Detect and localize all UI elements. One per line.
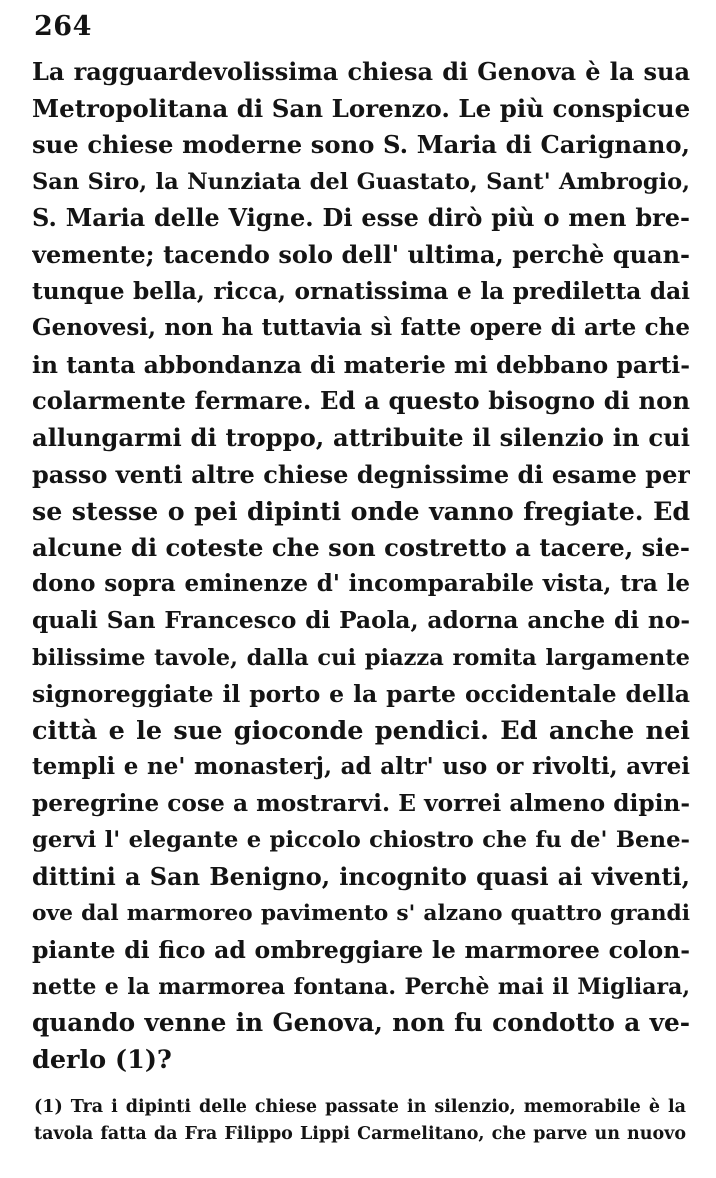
text-line: San Siro, la Nunziata del Guastato, Sant' Ambrogio,	[32, 168, 690, 195]
text-line: S. Maria delle Vigne. Di esse dirò più o men bre-	[32, 203, 690, 233]
text-line: vemente; tacendo solo dell' ultima, perchè quan-	[32, 239, 690, 269]
text-line: gervi l' elegante e piccolo chiostro che fu de' Bene-	[32, 827, 690, 854]
footnote-line: (1) Tra i dipinti delle chiese passate in silenzio, memorabile è la	[34, 1097, 686, 1117]
text-line: in tanta abbondanza di materie mi debbano parti-	[32, 350, 690, 379]
text-line: alcune di coteste che son costretto a tacere, sie-	[32, 532, 690, 562]
text-line: nette e la marmorea fontana. Perchè mai il Migliara,	[32, 973, 690, 1000]
text-line: dono sopra eminenze d' incomparabile vista, tra le	[32, 570, 690, 598]
text-line: ove dal marmoreo pavimento s' alzano quattro grandi	[32, 900, 690, 926]
text-line: città e le sue gioconde pendici. Ed anche nei	[32, 715, 690, 746]
text-line: signoreggiate il porto e la parte occidentale della	[32, 680, 690, 709]
footnote-line: tavola fatta da Fra Filippo Lippi Carmelitano, che parve un nuovo	[34, 1124, 686, 1144]
footnote	[34, 1094, 686, 1148]
text-line: tunque bella, ricca, ornatissima e la prediletta dai	[32, 277, 690, 305]
text-line: piante di fico ad ombreggiare le marmoree colon-	[32, 936, 690, 965]
text-line: Genovesi, non ha tuttavia sì fatte opere di arte che	[32, 314, 690, 342]
text-line-last: derlo (1)?	[32, 1045, 172, 1076]
text-line: dittini a San Benigno, incognito quasi ai viventi,	[32, 862, 690, 892]
text-line: allungarmi di troppo, attribuite il silenzio in cui	[32, 422, 690, 452]
text-line: Metropolitana di San Lorenzo. Le più conspicue	[32, 93, 690, 123]
text-line: quando venne in Genova, non fu condotto a ve-	[32, 1008, 690, 1038]
text-line: La ragguardevolissima chiesa di Genova è la sua	[32, 57, 690, 86]
text-line: templi e ne' monasterj, ad altr' uso or rivolti, avrei	[32, 753, 690, 781]
text-line: quali San Francesco di Paola, adorna anche di no-	[32, 606, 690, 634]
page-number: 264	[34, 11, 92, 42]
text-line: peregrine cose a mostrarvi. E vorrei almeno dipin-	[32, 789, 690, 817]
text-line: bilissime tavole, dalla cui piazza romita largamente	[32, 644, 690, 671]
body-text	[32, 54, 690, 1079]
text-line: passo venti altre chiese degnissime di esame per	[32, 459, 690, 489]
text-line: sue chiese moderne sono S. Maria di Carignano,	[32, 130, 690, 160]
text-line: se stesse o pei dipinti onde vanno fregiate. Ed	[32, 496, 690, 527]
text-line: colarmente fermare. Ed a questo bisogno di non	[32, 386, 690, 416]
